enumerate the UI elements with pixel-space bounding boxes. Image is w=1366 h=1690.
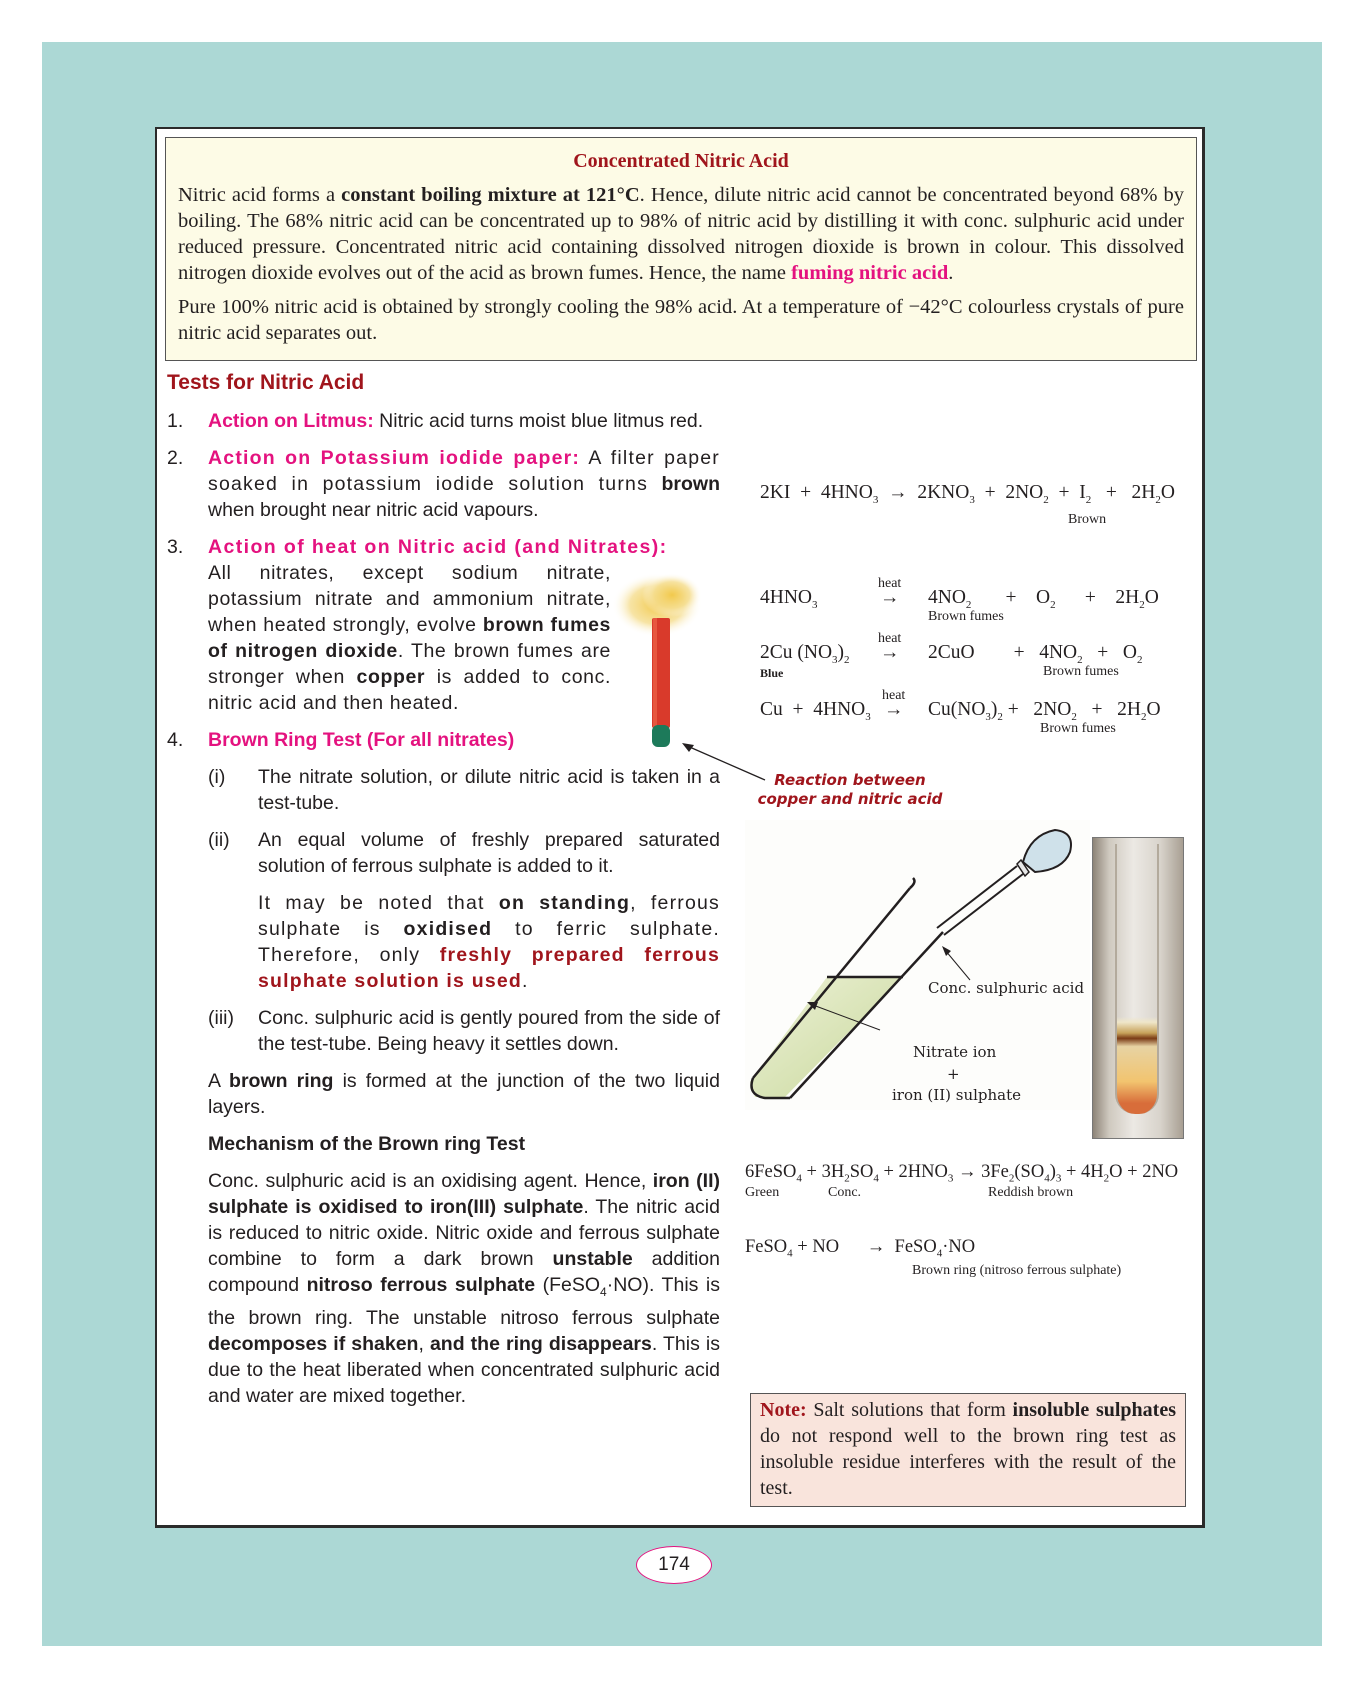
heat-label-1: heat <box>878 576 902 591</box>
label-conc-sulphuric-acid: Conc. sulphuric acid <box>928 979 1085 997</box>
heat-label-2: heat <box>878 631 902 646</box>
brown-ring-step-1: (i) The nitrate solution, or dilute nitric acid is taken in a test-tube. <box>208 766 720 814</box>
info-box-paragraph-1: Nitric acid forms a constant boiling mixture at 121°C. Hence, dilute nitric acid cannot be concentrated beyond 68% by boiling. The 68% nitric acid can be concentrated up to 98% of nitric acid by distilling it with conc. sulphuric acid under reduced pressure. Concentrated nitric acid containing dissolved nitrogen dioxide is brown in colour. This dissolved nitrogen dioxide evolves out of the acid as brown fumes. Hence, the name fuming nitric acid. <box>178 184 1185 284</box>
label-brown-fumes-1: Brown fumes <box>928 609 1004 624</box>
brown-ring-step-2: (ii) An equal volume of freshly prepared saturated solution of ferrous sulphate is added to it. <box>208 829 720 877</box>
label-conc: Conc. <box>828 1185 862 1200</box>
test-item-brown-ring: 4. Brown Ring Test (For all nitrates) <box>167 729 515 751</box>
test-item-litmus: 1. Action on Litmus: Nitric acid turns moist blue litmus red. <box>167 410 704 432</box>
equation-ferrous-sulphate-oxidation: 6FeSO$_4$ + $3H_2SO_4 + 2HNO_3 \to 3Fe_2(SO_4)_3 + 4H_2O + 2NO$ <box>745 1162 1179 1185</box>
heat-label-3: heat <box>882 688 906 703</box>
section-heading-tests: Tests for Nitric Acid <box>167 371 365 394</box>
label-brown-fumes-2: Brown fumes <box>1043 664 1119 679</box>
brown-ring-photo <box>1092 837 1184 1139</box>
info-box-title: Concentrated Nitric Acid <box>573 150 789 172</box>
label-blue: Blue <box>760 666 784 680</box>
fuming-nitric-acid-term: fuming nitric acid <box>791 262 949 284</box>
page-number: 174 <box>636 1546 712 1584</box>
label-plus: + <box>947 1065 960 1083</box>
equation-ki-nitric: $2KI + 4HNO_3 \to 2KNO_3 + 2NO_2 + I_2 + 2H_2O$ <box>760 482 1175 506</box>
label-green: Green <box>745 1185 780 1200</box>
brown-ring-result: A brown ring is formed at the junction of the two liquid layers. <box>208 1070 720 1118</box>
brown-ring-test-diagram <box>745 820 1090 1110</box>
mechanism-paragraph: Conc. sulphuric acid is an oxidising agent. Hence, iron (II) sulphate is oxidised to iron(III) sulphate. The nitric acid is reduced to nitric oxide. Nitric oxide and ferrous sulphate combine to form a dark brown unstable addition compound nitroso ferrous sulphate (FeSO$_4$·NO). This is the brown ring. The unstable nitroso ferrous sulphate decomposes if shaken, and the ring disappears. This is due to the heat liberated when concentrated sulphuric acid and water are mixed together. <box>208 1170 721 1407</box>
mechanism-heading: Mechanism of the Brown ring Test <box>208 1133 526 1155</box>
label-brown-ring-compound: Brown ring (nitroso ferrous sulphate) <box>912 1263 1122 1278</box>
brown-ring-step-3: (iii) Conc. sulphuric acid is gently poured from the side of the test-tube. Being heavy it settles down. <box>208 1007 720 1055</box>
copper-reaction-caption: Reaction between copper and nitric acid <box>757 771 943 808</box>
equation-brown-ring-formation: FeSO$_4$ + NO → FeSO$_4$·NO <box>745 1237 976 1260</box>
test-item-potassium-iodide: 2. Action on Potassium iodide paper: A filter paper soaked in potassium iodide solution turns brown when brought near nitric acid vapours. <box>167 447 720 521</box>
equation-nitric-decomposition: $4HNO_3$ <box>760 587 818 611</box>
label-brown: Brown <box>1068 512 1107 527</box>
label-nitrate-ion: Nitrate ion <box>913 1043 997 1061</box>
note-box-insoluble-sulphates: Note: Salt solutions that form insoluble sulphates do not respond well to the brown ring test as insoluble residue interferes with the result of the test. <box>750 1393 1186 1507</box>
test-item-action-of-heat: 3. Action of heat on Nitric acid (and Nitrates): All nitrates, except sodium nitrate, potassium nitrate and ammonium nitrate, when heated strongly, evolve brown fumes of nitrogen dioxide. The brown fumes are stronger when copper is added to conc. nitric acid and then heated. <box>167 536 668 714</box>
label-iron-sulphate: iron (II) sulphate <box>892 1086 1022 1104</box>
label-reddish-brown: Reddish brown <box>988 1185 1074 1200</box>
info-box-concentrated-nitric-acid <box>165 137 1197 361</box>
main-text-column <box>167 408 720 1420</box>
equation-copper-nitric-acid: $Cu + 4HNO_3$ <box>760 699 871 723</box>
label-brown-fumes-3: Brown fumes <box>1040 721 1116 736</box>
equation-copper-nitrate-decomposition: 2Cu $(NO_3)_2$ <box>760 642 850 666</box>
copper-nitric-acid-tube-image <box>612 570 712 760</box>
info-box-paragraph-2: Pure 100% nitric acid is obtained by strongly cooling the 98% acid. At a temperature of −42°C colourless crystals of pure nitric acid separates out. <box>178 296 1184 344</box>
brown-ring-caution-note: It may be noted that on standing, ferrous sulphate is oxidised to ferric sulphate. Therefore, only freshly prepared ferrous sulphate solution is used. <box>258 892 721 992</box>
